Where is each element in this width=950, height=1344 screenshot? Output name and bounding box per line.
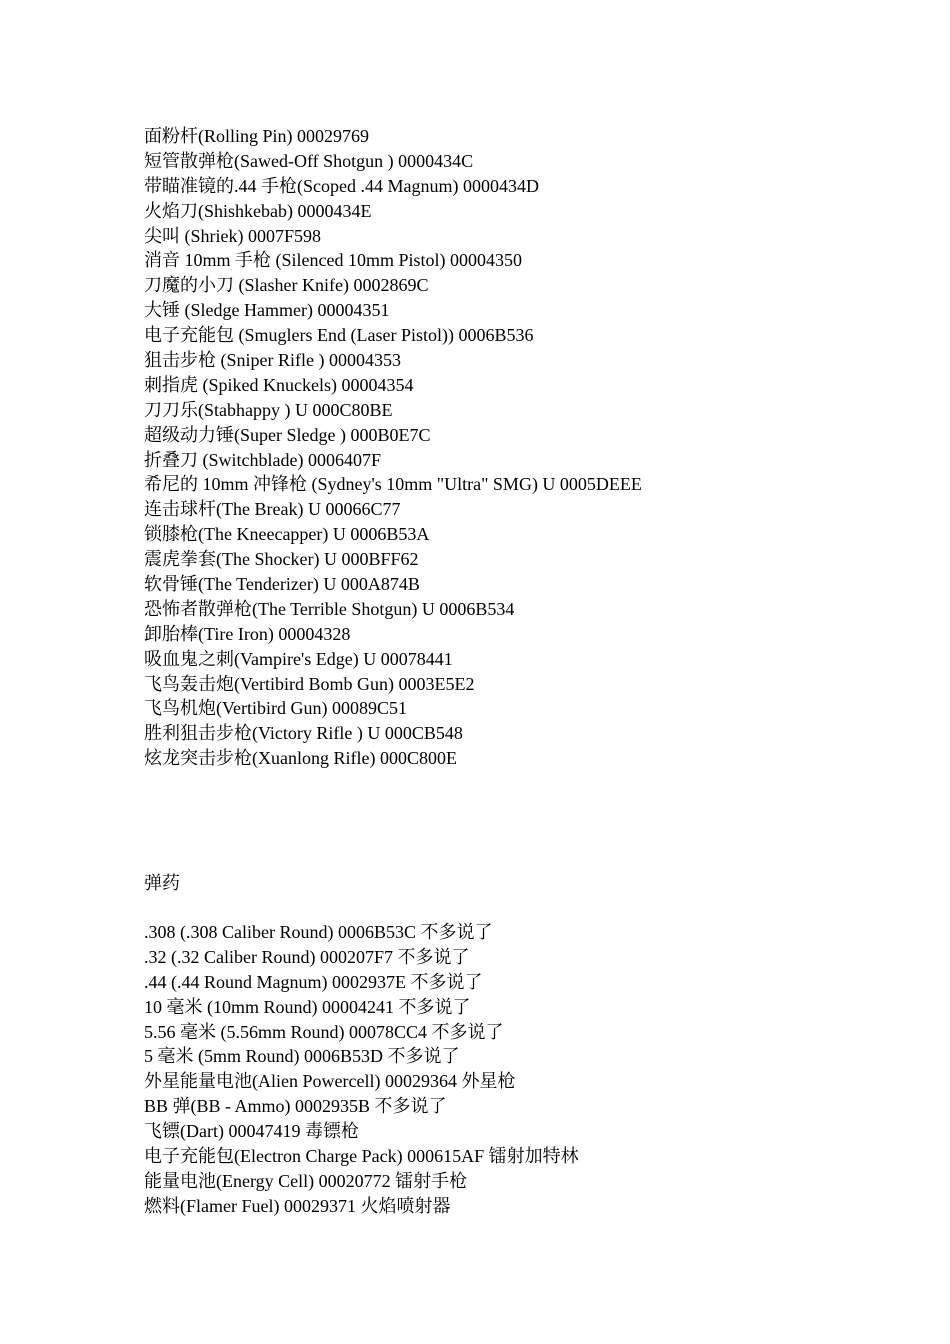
ammo-line: 10 毫米 (10mm Round) 00004241 不多说了 xyxy=(144,996,471,1017)
weapon-line: 带瞄准镜的.44 手枪(Scoped .44 Magnum) 0000434D xyxy=(144,175,539,196)
weapon-line: 刺指虎 (Spiked Knuckels) 00004354 xyxy=(144,374,414,395)
weapon-list xyxy=(144,124,914,771)
weapon-line: 折叠刀 (Switchblade) 0006407F xyxy=(144,449,381,470)
weapon-line: 软骨锤(The Tenderizer) U 000A874B xyxy=(144,574,420,595)
ammo-line: 飞镖(Dart) 00047419 毒镖枪 xyxy=(144,1121,359,1142)
weapon-line: 希尼的 10mm 冲锋枪 (Sydney's 10mm "Ultra" SMG) U 0005DEEE xyxy=(144,474,642,495)
weapon-line: 飞鸟机炮(Vertibird Gun) 00089C51 xyxy=(144,698,407,719)
ammo-line: 燃料(Flamer Fuel) 00029371 火焰喷射器 xyxy=(144,1195,451,1216)
weapon-line: 消音 10mm 手枪 (Silenced 10mm Pistol) 00004350 xyxy=(144,250,522,271)
weapon-line: 锁膝枪(The Kneecapper) U 0006B53A xyxy=(144,524,430,545)
ammo-line: 能量电池(Energy Cell) 00020772 镭射手枪 xyxy=(144,1170,468,1191)
ammo-line: .308 (.308 Caliber Round) 0006B53C 不多说了 xyxy=(144,922,493,942)
weapon-line: 连击球杆(The Break) U 00066C77 xyxy=(144,499,401,520)
weapon-line: 刀刀乐(Stabhappy ) U 000C80BE xyxy=(144,399,393,420)
ammo-heading-text: 弹药 xyxy=(144,873,180,893)
weapon-line: 吸血鬼之刺(Vampire's Edge) U 00078441 xyxy=(144,648,453,669)
ammo-line: 5.56 毫米 (5.56mm Round) 00078CC4 不多说了 xyxy=(144,1021,504,1042)
weapon-line: 恐怖者散弹枪(The Terrible Shotgun) U 0006B534 xyxy=(144,598,515,619)
ammo-line: .44 (.44 Round Magnum) 0002937E 不多说了 xyxy=(144,971,483,992)
weapon-line: 震虎拳套(The Shocker) U 000BFF62 xyxy=(144,549,419,570)
weapon-line: 飞鸟轰击炮(Vertibird Bomb Gun) 0003E5E2 xyxy=(144,673,475,694)
weapon-line: 炫龙突击步枪(Xuanlong Rifle) 000C800E xyxy=(144,748,457,769)
ammo-section-heading xyxy=(144,871,914,896)
weapon-line: 狙击步枪 (Sniper Rifle ) 00004353 xyxy=(144,350,401,371)
ammo-line: 电子充能包(Electron Charge Pack) 000615AF 镭射加特林 xyxy=(144,1146,579,1167)
ammo-line: BB 弹(BB - Ammo) 0002935B 不多说了 xyxy=(144,1096,447,1117)
weapon-line: 尖叫 (Shriek) 0007F598 xyxy=(144,225,321,246)
weapon-line: 大锤 (Sledge Hammer) 00004351 xyxy=(144,300,390,321)
ammo-line: 外星能量电池(Alien Powercell) 00029364 外星枪 xyxy=(144,1071,516,1092)
ammo-list xyxy=(144,920,914,1219)
weapon-line: 胜利狙击步枪(Victory Rifle ) U 000CB548 xyxy=(144,723,463,744)
weapon-line: 短管散弹枪(Sawed-Off Shotgun ) 0000434C xyxy=(144,150,474,171)
ammo-line: 5 毫米 (5mm Round) 0006B53D 不多说了 xyxy=(144,1046,460,1067)
weapon-line: 卸胎棒(Tire Iron) 00004328 xyxy=(144,623,351,644)
weapon-line: 面粉杆(Rolling Pin) 00029769 xyxy=(144,126,370,146)
weapon-line: 刀魔的小刀 (Slasher Knife) 0002869C xyxy=(144,275,429,296)
ammo-line: .32 (.32 Caliber Round) 000207F7 不多说了 xyxy=(144,946,470,967)
weapon-line: 火焰刀(Shishkebab) 0000434E xyxy=(144,200,372,221)
weapon-line: 电子充能包 (Smuglers End (Laser Pistol)) 0006B536 xyxy=(144,325,534,346)
weapon-line: 超级动力锤(Super Sledge ) 000B0E7C xyxy=(144,424,431,445)
